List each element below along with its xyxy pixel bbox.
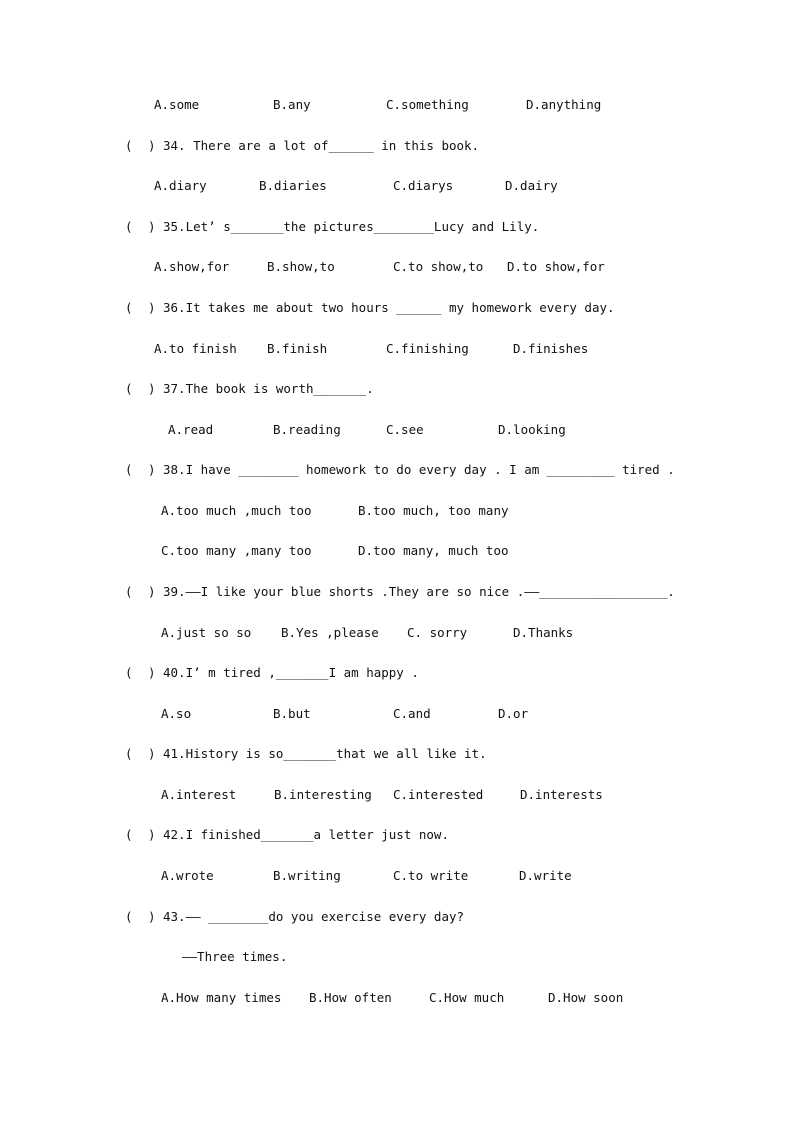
- option-choice: C.and: [393, 706, 431, 721]
- option-choice: D.dairy: [505, 178, 558, 193]
- option-choice: D.How soon: [548, 990, 624, 1005]
- option-choice: A.some: [154, 97, 200, 112]
- option-choice: A.wrote: [161, 868, 214, 883]
- question-line: [0, 461, 794, 479]
- option-choice: D.looking: [498, 422, 566, 437]
- question-text: 41.History is so_______that we all like it.: [163, 746, 487, 761]
- answer-paren-open: (: [125, 746, 133, 761]
- answer-paren-close: ): [148, 909, 156, 924]
- option-choice: B.too much, too many: [358, 503, 509, 518]
- options-line: [0, 177, 794, 195]
- option-choice: D.too many, much too: [358, 543, 509, 558]
- question-line: [0, 664, 794, 682]
- option-choice: D.to show,for: [507, 259, 605, 274]
- options-line: [0, 989, 794, 1007]
- question-line: [0, 826, 794, 844]
- options-line: [0, 258, 794, 276]
- options-line: [0, 867, 794, 885]
- option-choice: A.read: [168, 422, 214, 437]
- option-choice: A.diary: [154, 178, 207, 193]
- option-choice: C.to show,to: [393, 259, 484, 274]
- question-line: [0, 583, 794, 601]
- option-choice: D.or: [498, 706, 529, 721]
- option-choice: C.to write: [393, 868, 469, 883]
- option-choice: A.too much ,much too: [161, 503, 312, 518]
- question-line: [0, 218, 794, 236]
- option-choice: B.diaries: [259, 178, 327, 193]
- question-text: 43.—— ________do you exercise every day?: [163, 909, 465, 924]
- answer-paren-open: (: [125, 219, 133, 234]
- question-text: 34. There are a lot of______ in this book.: [163, 138, 480, 153]
- option-choice: A.just so so: [161, 625, 252, 640]
- option-choice: D.write: [519, 868, 572, 883]
- question-line: [0, 908, 794, 926]
- option-choice: C.interested: [393, 787, 484, 802]
- question-text: 37.The book is worth_______.: [163, 381, 374, 396]
- answer-paren-close: ): [148, 665, 156, 680]
- options-line: [0, 340, 794, 358]
- answer-paren-open: (: [125, 584, 133, 599]
- option-choice: C.something: [386, 97, 469, 112]
- answer-paren-close: ): [148, 462, 156, 477]
- option-choice: D.anything: [526, 97, 602, 112]
- answer-paren-open: (: [125, 300, 133, 315]
- option-choice: B.writing: [273, 868, 341, 883]
- question-text: 36.It takes me about two hours ______ my homework every day.: [163, 300, 615, 315]
- option-choice: B.but: [273, 706, 311, 721]
- option-choice: B.How often: [309, 990, 392, 1005]
- question-text: 42.I finished_______a letter just now.: [163, 827, 449, 842]
- option-choice: A.How many times: [161, 990, 282, 1005]
- question-text: 38.I have ________ homework to do every day . I am _________ tired .: [163, 462, 675, 477]
- options-line: [0, 502, 794, 520]
- option-choice: D.Thanks: [513, 625, 574, 640]
- option-choice: C.finishing: [386, 341, 469, 356]
- answer-paren-open: (: [125, 381, 133, 396]
- answer-paren-open: (: [125, 665, 133, 680]
- answer-line: [0, 948, 794, 966]
- option-choice: B.interesting: [274, 787, 372, 802]
- option-choice: C.see: [386, 422, 424, 437]
- option-choice: C.diarys: [393, 178, 454, 193]
- question-line: [0, 745, 794, 763]
- option-choice: B.show,to: [267, 259, 335, 274]
- question-line: [0, 299, 794, 317]
- option-choice: B.Yes ,please: [281, 625, 379, 640]
- option-choice: A.show,for: [154, 259, 230, 274]
- question-text: 39.——I like your blue shorts .They are so nice .——_________________.: [163, 584, 675, 599]
- options-line: [0, 542, 794, 560]
- option-choice: C. sorry: [407, 625, 468, 640]
- question-line: [0, 137, 794, 155]
- answer-paren-close: ): [148, 300, 156, 315]
- option-choice: B.any: [273, 97, 311, 112]
- option-choice: D.interests: [520, 787, 603, 802]
- option-choice: A.to finish: [154, 341, 237, 356]
- question-text: 40.I’ m tired ,_______I am happy .: [163, 665, 419, 680]
- answer-paren-open: (: [125, 462, 133, 477]
- answer-paren-close: ): [148, 138, 156, 153]
- option-choice: B.reading: [273, 422, 341, 437]
- answer-paren-open: (: [125, 138, 133, 153]
- question-line: [0, 380, 794, 398]
- options-line: [0, 624, 794, 642]
- option-choice: A.so: [161, 706, 192, 721]
- options-line: [0, 705, 794, 723]
- options-line: [0, 421, 794, 439]
- answer-paren-close: ): [148, 584, 156, 599]
- option-choice: C.too many ,many too: [161, 543, 312, 558]
- answer-paren-open: (: [125, 827, 133, 842]
- options-line: [0, 786, 794, 804]
- question-text: 35.Let’ s_______the pictures________Lucy and Lily.: [163, 219, 540, 234]
- answer-paren-close: ): [148, 381, 156, 396]
- dialogue-answer-text: ——Three times.: [182, 949, 288, 964]
- answer-paren-close: ): [148, 219, 156, 234]
- options-line: [0, 96, 794, 114]
- option-choice: D.finishes: [513, 341, 589, 356]
- option-choice: B.finish: [267, 341, 328, 356]
- answer-paren-close: ): [148, 827, 156, 842]
- answer-paren-open: (: [125, 909, 133, 924]
- answer-paren-close: ): [148, 746, 156, 761]
- option-choice: A.interest: [161, 787, 237, 802]
- option-choice: C.How much: [429, 990, 505, 1005]
